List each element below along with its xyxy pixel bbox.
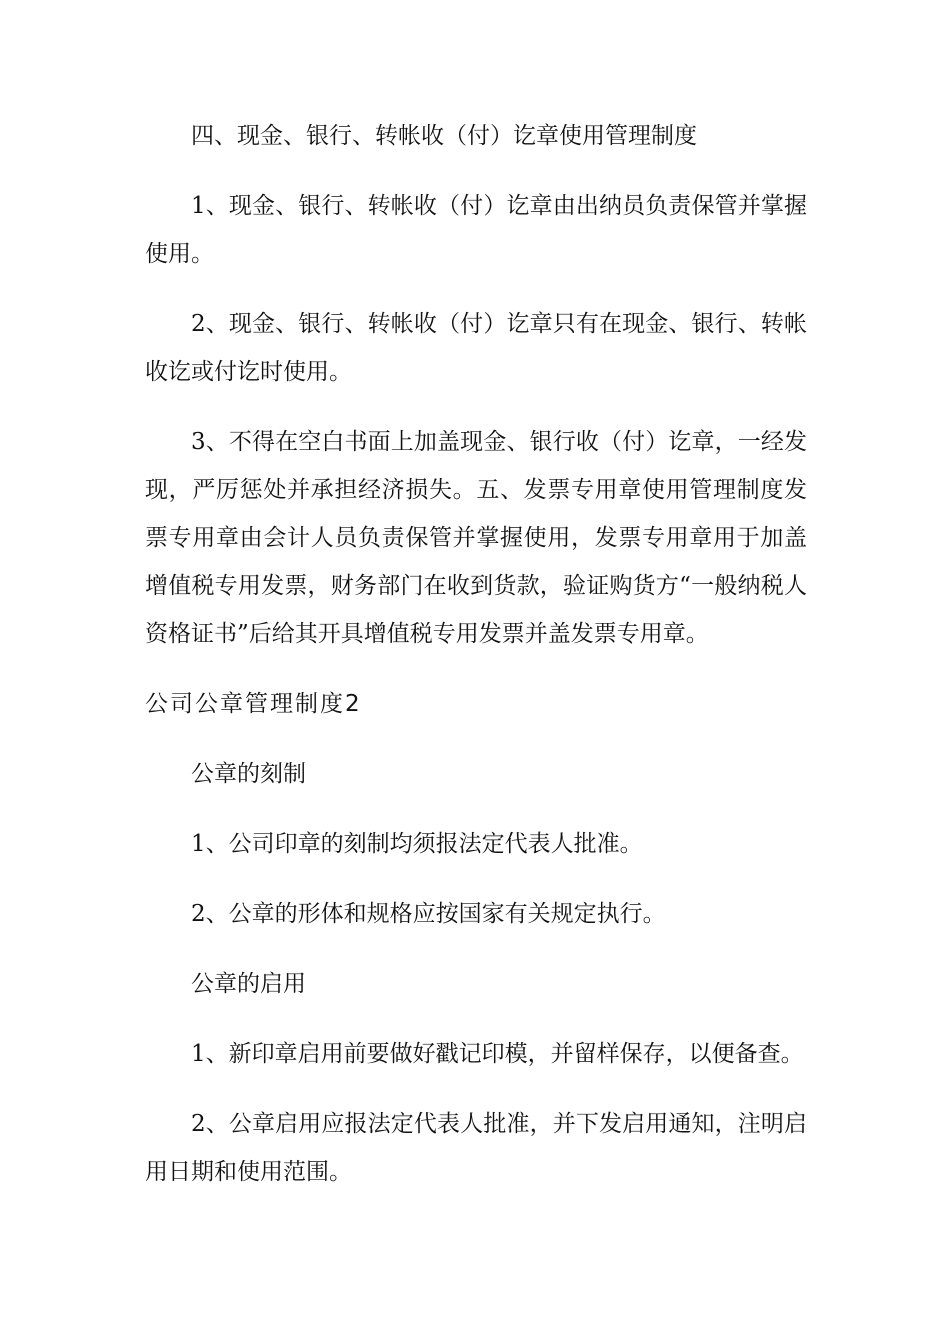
subsection-title: 公章的启用 xyxy=(191,971,306,997)
section-title: 四、现金、银行、转帐收（付）讫章使用管理制度 xyxy=(191,123,697,149)
document-page xyxy=(145,112,807,1218)
subsection-title: 公章的刻制 xyxy=(191,761,306,787)
paragraph: 2、公章启用应报法定代表人批准，并下发启用通知，注明启用日期和使用范围。 xyxy=(145,1111,807,1185)
paragraph: 2、现金、银行、转帐收（付）讫章只有在现金、银行、转帐收讫或付讫时使用。 xyxy=(145,311,807,385)
chapter-heading: 公司公章管理制度2 xyxy=(145,691,362,717)
paragraph: 3、不得在空白书面上加盖现金、银行收（付）讫章，一经发现，严厉惩处并承担经济损失。五、发票专用章使用管理制度发票专用章由会计人员负责保管并掌握使用，发票专用章用于加盖增值税专用发票，财务部门在收到货款，验证购货方“一般纳税人资格证书”后给其开具增值税专用发票并盖发票专用章。 xyxy=(145,429,807,647)
paragraph: 2、公章的形体和规格应按国家有关规定执行。 xyxy=(191,901,666,927)
paragraph: 1、新印章启用前要做好戳记印模，并留样保存，以便备查。 xyxy=(191,1041,804,1067)
paragraph: 1、现金、银行、转帐收（付）讫章由出纳员负责保管并掌握使用。 xyxy=(145,193,807,267)
paragraph: 1、公司印章的刻制均须报法定代表人批准。 xyxy=(191,831,643,857)
